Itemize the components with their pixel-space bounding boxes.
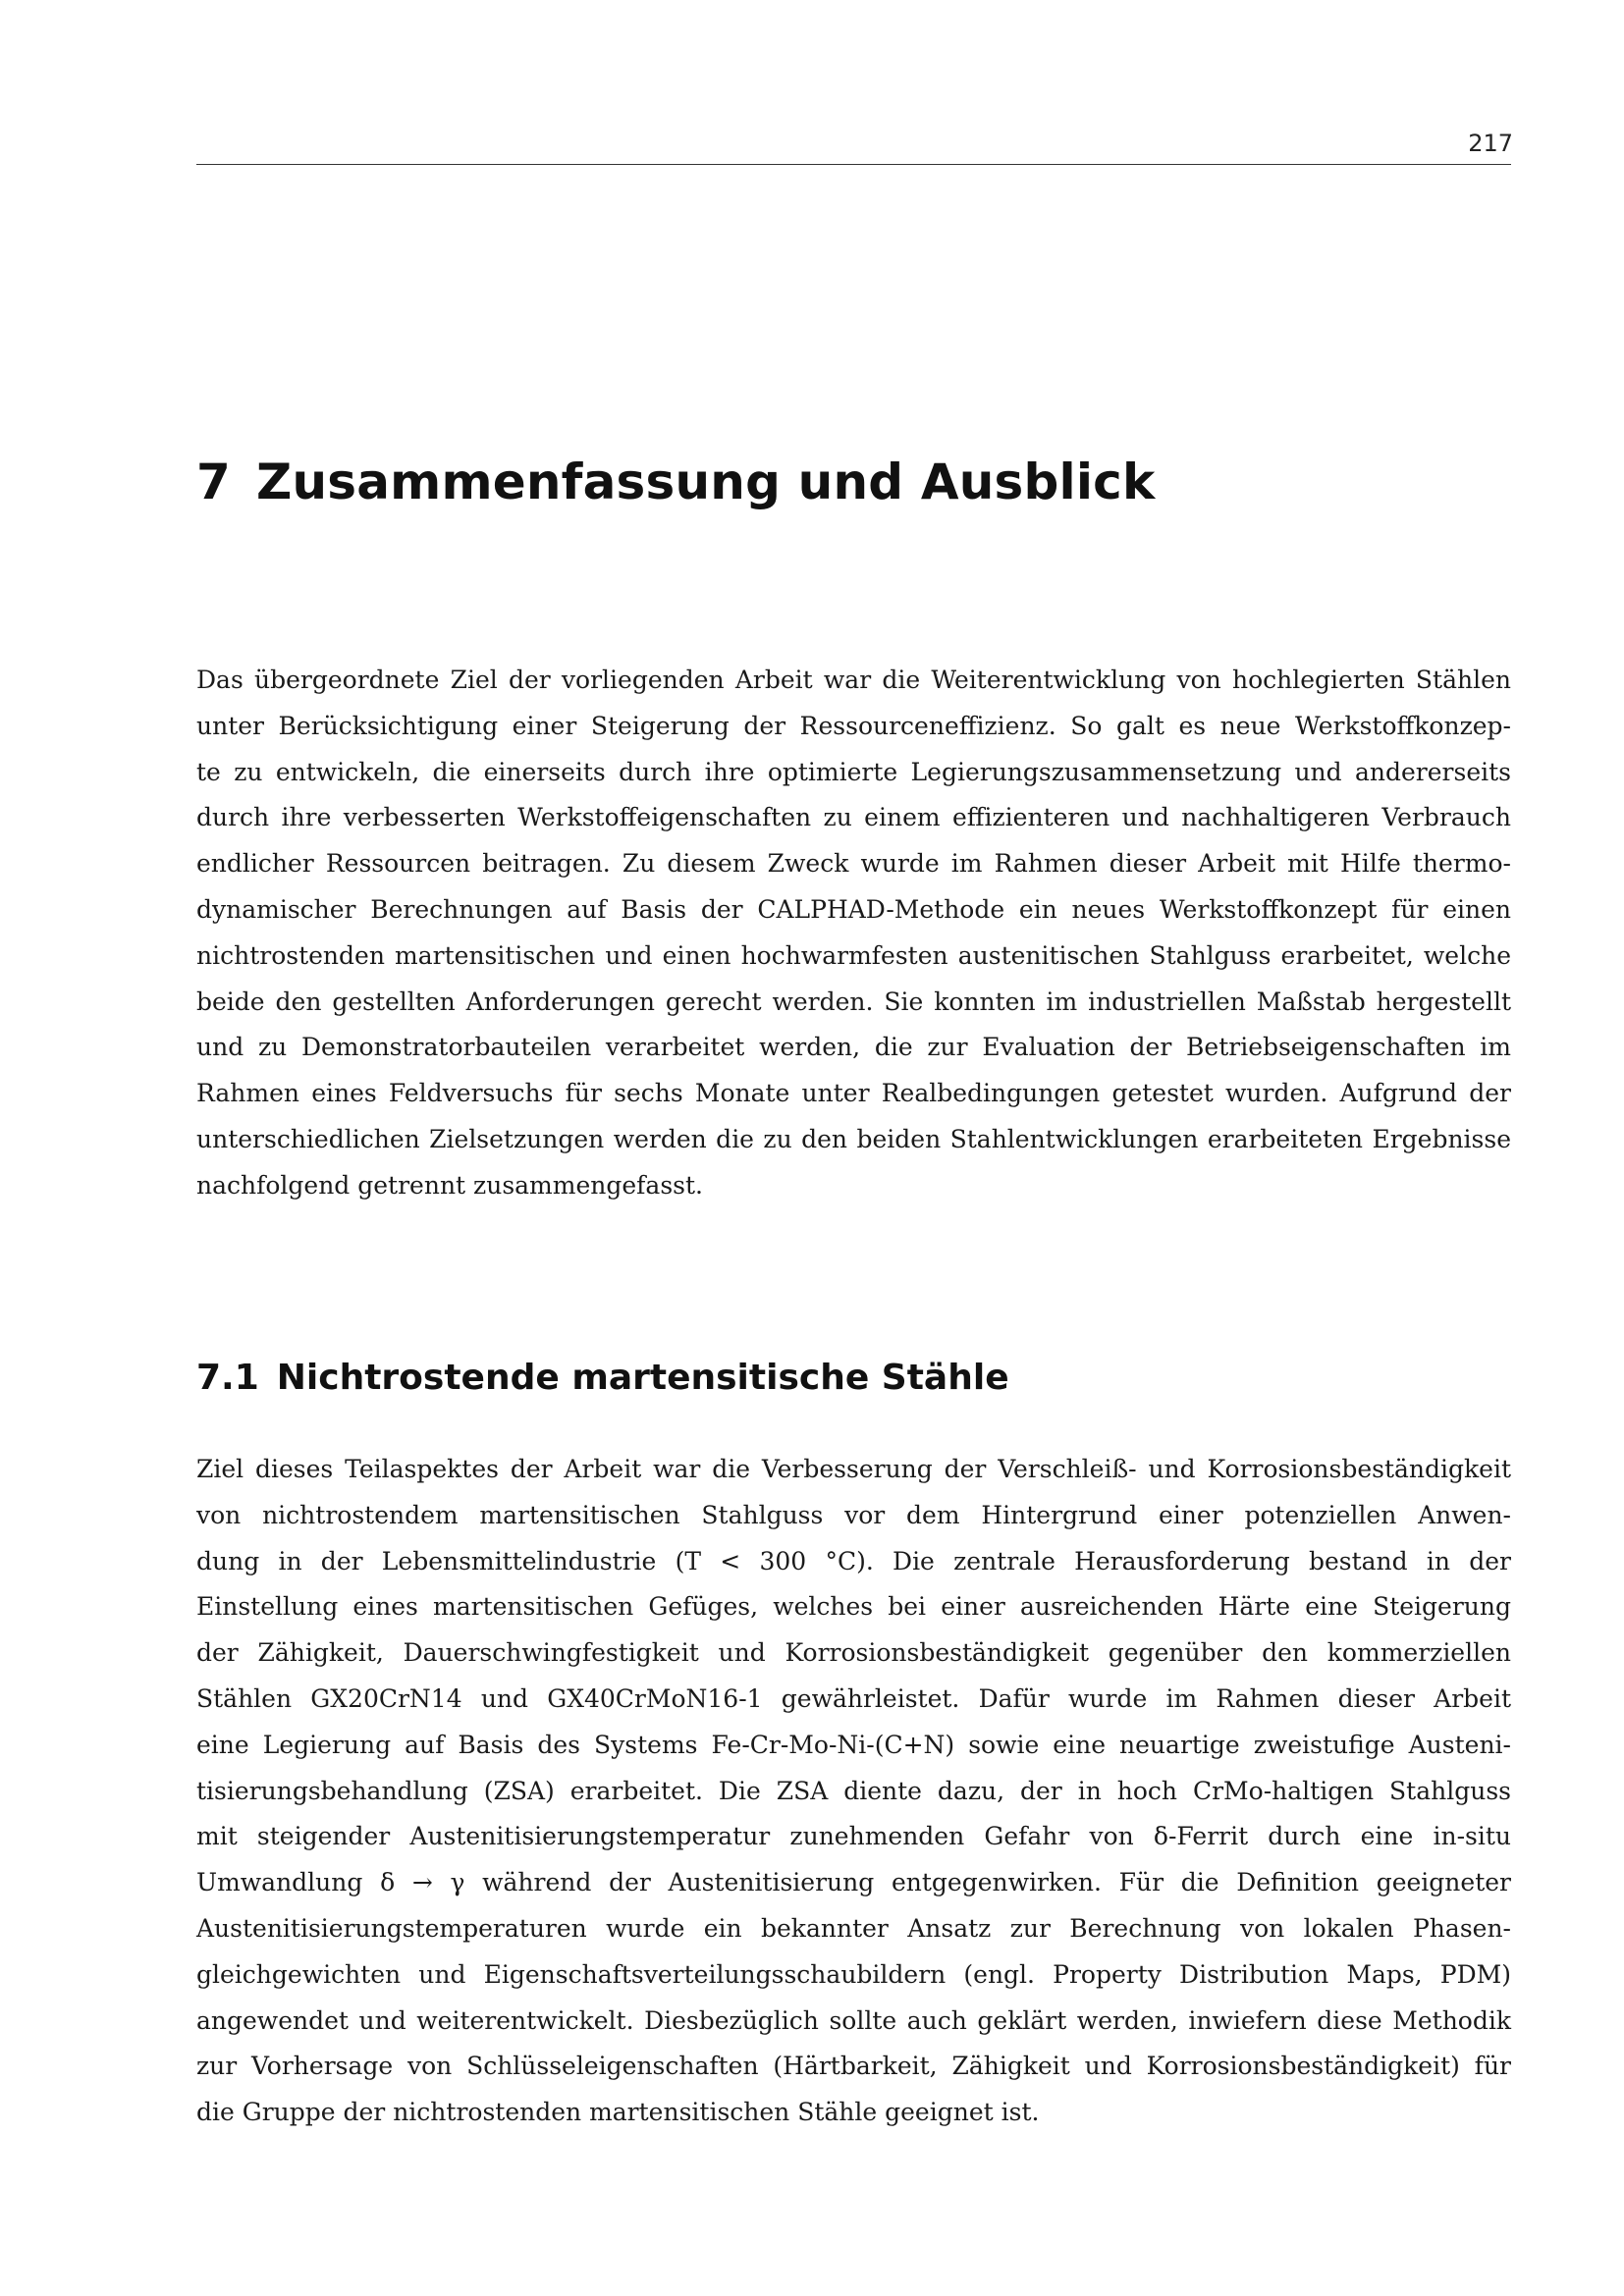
text-line: nachfolgend getrennt zusammengefasst.	[196, 1170, 703, 1200]
text-line: endlicher Ressourcen beitragen. Zu diesem Zweck wurde im Rahmen dieser Arbeit mit Hilfe thermo-	[196, 849, 1511, 879]
text-line: Ziel dieses Teilaspektes der Arbeit war die Verbesserung der Verschleiß- und Korrosionsbeständigkeit	[196, 1455, 1511, 1483]
text-line: nichtrostenden martensitischen und einen hochwarmfesten austenitischen Stahlguss erarbeitet, welche	[196, 940, 1511, 970]
chapter-number: 7	[196, 454, 231, 510]
text-line: tisierungsbehandlung (ZSA) erarbeitet. Die ZSA diente dazu, der in hoch CrMo-haltigen Stahlguss	[196, 1776, 1511, 1805]
text-line: Austenitisierungstemperaturen wurde ein bekannter Ansatz zur Berechnung von lokalen Phasen-	[196, 1913, 1511, 1943]
text-line: der Zähigkeit, Dauerschwingfestigkeit und Korrosionsbeständigkeit gegenüber den kommerziellen	[196, 1638, 1511, 1668]
page-number: 217	[1468, 130, 1513, 157]
text-line: dynamischer Berechnungen auf Basis der CALPHAD-Methode ein neues Werkstoffkonzept für einen	[196, 894, 1511, 924]
text-line: Einstellung eines martensitischen Gefüges, welches bei einer ausreichenden Härte eine Steigerung	[196, 1592, 1511, 1622]
text-line: beide den gestellten Anforderungen gerecht werden. Sie konnten im industriellen Maßstab hergestellt	[196, 987, 1511, 1016]
text-line: die Gruppe der nichtrostenden martensitischen Stähle geeignet ist.	[196, 2098, 1040, 2127]
section-paragraph	[196, 1447, 1511, 2136]
text-line: unterschiedlichen Zielsetzungen werden die zu den beiden Stahlentwicklungen erarbeiteten Ergebnisse	[196, 1124, 1511, 1153]
text-line: Das übergeordnete Ziel der vorliegenden Arbeit war die Weiterentwicklung von hochlegierten Stählen	[196, 666, 1511, 694]
text-line: gleichgewichten und Eigenschaftsverteilungsschaubildern (engl. Property Distribution Maps, PDM)	[196, 1959, 1511, 1989]
section-title: Nichtrostende martensitische Stähle	[276, 1358, 1009, 1398]
text-line: angewendet und weiterentwickelt. Diesbezüglich sollte auch geklärt werden, inwiefern diese Methodik	[196, 2005, 1511, 2035]
text-line: dung in der Lebensmittelindustrie (T < 300 °C). Die zentrale Herausforderung bestand in der	[196, 1546, 1511, 1575]
header-rule	[196, 164, 1511, 165]
chapter-title: Zusammenfassung und Ausblick	[256, 454, 1156, 510]
text-line: von nichtrostendem martensitischen Stahlguss vor dem Hintergrund einer potenziellen Anwen-	[196, 1500, 1511, 1529]
text-line: zur Vorhersage von Schlüsseleigenschaften (Härtbarkeit, Zähigkeit und Korrosionsbeständigkeit) für	[196, 2052, 1511, 2081]
section-heading	[196, 1358, 1009, 1398]
text-line: mit steigender Austenitisierungstemperatur zunehmenden Gefahr von δ-Ferrit durch eine in-situ	[196, 1822, 1511, 1851]
text-line: unter Berücksichtigung einer Steigerung der Ressourceneffizienz. So galt es neue Werkstoffkonzep-	[196, 711, 1511, 740]
intro-paragraph	[196, 658, 1511, 1209]
text-line: und zu Demonstratorbauteilen verarbeitet werden, die zur Evaluation der Betriebseigenschaften im	[196, 1033, 1511, 1062]
text-line: Umwandlung δ → γ während der Austenitisierung entgegenwirken. Für die Definition geeigneter	[196, 1868, 1511, 1897]
text-line: eine Legierung auf Basis des Systems Fe-Cr-Mo-Ni-(C+N) sowie eine neuartige zweistufige Austeni-	[196, 1730, 1511, 1759]
text-line: Stählen GX20CrN14 und GX40CrMoN16-1 gewährleistet. Dafür wurde im Rahmen dieser Arbeit	[196, 1683, 1511, 1713]
section-number: 7.1	[196, 1358, 259, 1398]
text-line: durch ihre verbesserten Werkstoffeigenschaften zu einem effizienteren und nachhaltigeren Verbrauch	[196, 803, 1511, 832]
text-line: Rahmen eines Feldversuchs für sechs Monate unter Realbedingungen getestet wurden. Aufgrund der	[196, 1079, 1511, 1108]
text-line: te zu entwickeln, die einerseits durch ihre optimierte Legierungszusammensetzung und andererseits	[196, 757, 1511, 786]
chapter-heading	[196, 454, 1155, 510]
